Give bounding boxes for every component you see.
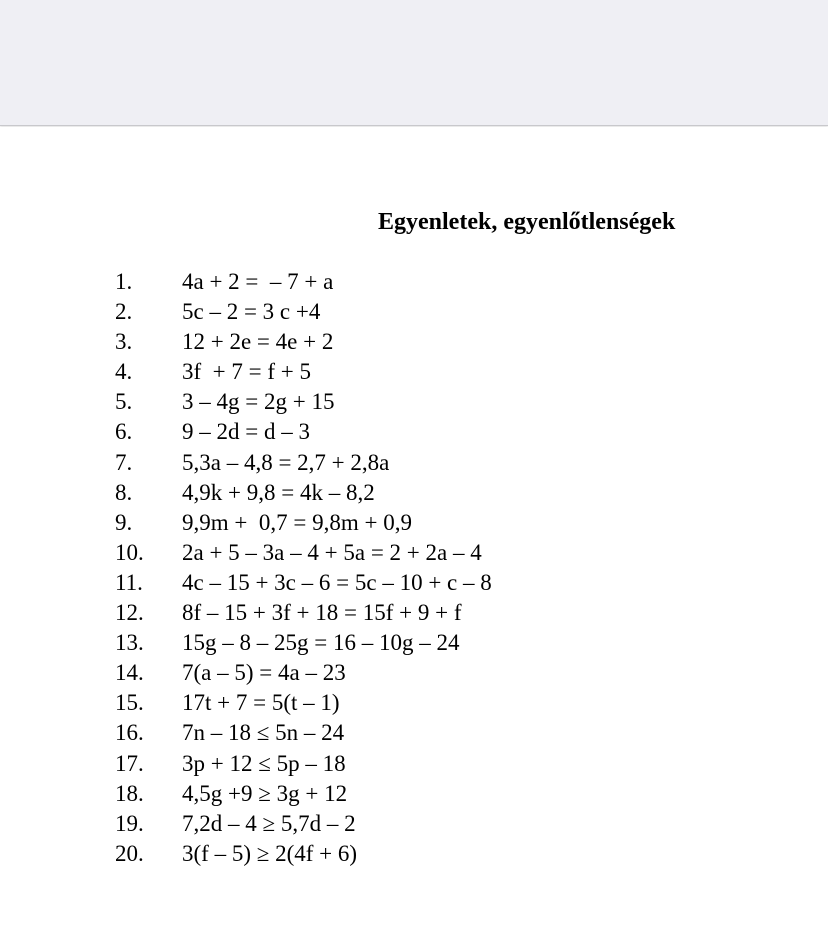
problem-item xyxy=(0,598,828,628)
problem-item xyxy=(0,508,828,538)
problem-number: 5. xyxy=(115,389,133,415)
problem-number: 12. xyxy=(115,600,144,626)
document-page xyxy=(0,127,828,933)
problem-number: 20. xyxy=(115,840,144,866)
problem-expression: 4,9k + 9,8 = 4k – 8,2 xyxy=(182,479,375,505)
problem-expression: 5,3a – 4,8 = 2,7 + 2,8a xyxy=(182,449,390,475)
problem-expression: 15g – 8 – 25g = 16 – 10g – 24 xyxy=(182,630,460,656)
problem-number: 8. xyxy=(115,479,133,505)
problem-item xyxy=(0,357,828,387)
problem-number: 4. xyxy=(115,359,133,385)
problem-number: 15. xyxy=(115,690,144,716)
problem-number: 11. xyxy=(115,569,143,595)
problem-item xyxy=(0,688,828,718)
problem-expression: 17t + 7 = 5(t – 1) xyxy=(182,690,340,716)
problem-expression: 9,9m + 0,7 = 9,8m + 0,9 xyxy=(182,509,412,535)
problem-item xyxy=(0,809,828,839)
problem-expression: 2a + 5 – 3a – 4 + 5a = 2 + 2a – 4 xyxy=(182,539,482,565)
problem-item xyxy=(0,327,828,357)
problem-number: 18. xyxy=(115,780,144,806)
problem-number: 6. xyxy=(115,419,133,445)
problem-expression: 4a + 2 = – 7 + a xyxy=(182,269,334,294)
problem-number: 17. xyxy=(115,750,144,776)
problem-number: 3. xyxy=(115,329,133,355)
problem-expression: 3(f – 5) ≥ 2(4f + 6) xyxy=(182,840,358,866)
problem-number: 1. xyxy=(115,269,133,294)
problem-item xyxy=(0,839,828,869)
problem-item xyxy=(0,658,828,688)
problem-expression: 9 – 2d = d – 3 xyxy=(182,419,310,445)
problem-expression: 3 – 4g = 2g + 15 xyxy=(182,389,335,415)
problem-item xyxy=(0,779,828,809)
problem-number: 19. xyxy=(115,810,144,836)
problem-expression: 3p + 12 ≤ 5p – 18 xyxy=(182,750,346,776)
problem-expression: 4,5g +9 ≥ 3g + 12 xyxy=(182,780,348,806)
problem-item xyxy=(0,478,828,508)
problem-item xyxy=(0,628,828,658)
problem-item xyxy=(0,718,828,748)
problem-item xyxy=(0,749,828,779)
problem-item xyxy=(0,387,828,417)
problem-expression: 12 + 2e = 4e + 2 xyxy=(182,329,334,355)
problem-number: 14. xyxy=(115,660,144,686)
problem-item xyxy=(0,538,828,568)
problem-item xyxy=(0,267,828,297)
problem-item xyxy=(0,417,828,447)
viewer-top-bar xyxy=(0,0,828,126)
problem-number: 13. xyxy=(115,630,144,656)
problem-number: 7. xyxy=(115,449,133,475)
problem-expression: 4c – 15 + 3c – 6 = 5c – 10 + c – 8 xyxy=(182,569,492,595)
problem-list xyxy=(0,267,828,869)
problem-item xyxy=(0,568,828,598)
problem-number: 10. xyxy=(115,539,144,565)
problem-expression: 7(a – 5) = 4a – 23 xyxy=(182,660,346,686)
problem-number: 9. xyxy=(115,509,133,535)
document-title: Egyenletek, egyenlőtlenségek xyxy=(378,209,676,235)
problem-expression: 7,2d – 4 ≥ 5,7d – 2 xyxy=(182,810,356,836)
problem-item xyxy=(0,448,828,478)
problem-number: 2. xyxy=(115,299,133,325)
problem-number: 16. xyxy=(115,720,144,746)
problem-expression: 3f + 7 = f + 5 xyxy=(182,359,311,385)
problem-expression: 7n – 18 ≤ 5n – 24 xyxy=(182,720,345,746)
problem-expression: 5c – 2 = 3 c +4 xyxy=(182,299,321,325)
problem-item xyxy=(0,297,828,327)
problem-expression: 8f – 15 + 3f + 18 = 15f + 9 + f xyxy=(182,600,462,626)
